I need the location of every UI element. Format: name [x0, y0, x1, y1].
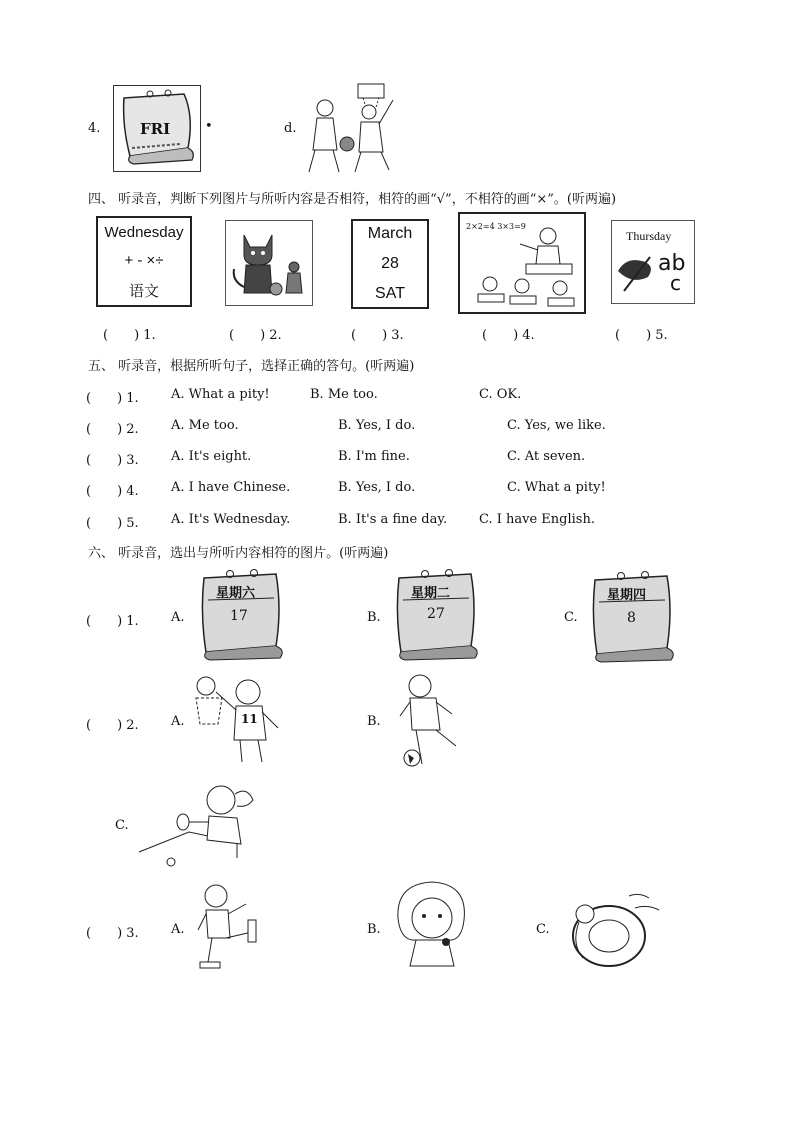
sec5-q3-c: C. At seven.	[507, 449, 586, 464]
calendar-a-date: 17	[230, 608, 248, 624]
soccer-player-picture[interactable]	[396, 672, 468, 768]
sec5-q5-a: A. It's Wednesday.	[171, 512, 291, 527]
jersey-number: 11	[241, 712, 258, 726]
sec5-q4-b: B. Yes, I do.	[338, 480, 416, 495]
sec5-q1-a: A. What a pity!	[171, 387, 270, 402]
cat-icon	[226, 221, 312, 305]
basketball-player-picture[interactable]	[192, 672, 288, 767]
sec5-q3-b: B. I'm fine.	[338, 449, 410, 464]
bullet-dot: •	[205, 119, 213, 134]
ping-pong-player-picture[interactable]	[137, 778, 265, 870]
calendar-b-day: 星期二	[411, 586, 451, 601]
item-4-label: 4.	[88, 121, 101, 136]
sec6-q2-b-label[interactable]: B.	[367, 714, 381, 729]
sec4-answer-5[interactable]: ( ) 5.	[615, 328, 668, 343]
sec5-q2-b: B. Yes, I do.	[338, 418, 416, 433]
card-thursday-ab: ab	[658, 251, 686, 276]
section-4-title: 四、 听录音，判断下列图片与所听内容是否相符，相符的画“√”，不相符的画“×”。(听两遍)	[88, 192, 617, 207]
section-5-title: 五、 听录音，根据所听句子，选择正确的答句。(听两遍)	[88, 359, 415, 374]
card-wednesday-line1: Wednesday	[104, 224, 184, 241]
sec6-q1-b-label[interactable]: B.	[367, 610, 381, 625]
sec5-q4-a: A. I have Chinese.	[171, 480, 291, 495]
classroom-icon	[460, 214, 584, 312]
sec4-answer-3[interactable]: ( ) 3.	[351, 328, 404, 343]
sec5-q1-num[interactable]: ( ) 1.	[86, 391, 139, 406]
sec4-answer-2[interactable]: ( ) 2.	[229, 328, 282, 343]
sec5-q4-c: C. What a pity!	[507, 480, 606, 495]
card-wednesday-line2: + - ×÷	[124, 252, 164, 269]
sec6-q1-c-label[interactable]: C.	[564, 610, 578, 625]
calendar-c-date: 8	[627, 610, 636, 626]
calendar-thursday-8[interactable]	[587, 570, 677, 664]
sec4-answer-1[interactable]: ( ) 1.	[103, 328, 156, 343]
card-thursday	[611, 220, 695, 304]
sec6-q3-b-label[interactable]: B.	[367, 922, 381, 937]
sec5-q2-a: A. Me too.	[171, 418, 239, 433]
card-wednesday	[96, 216, 192, 307]
sec5-q4-num[interactable]: ( ) 4.	[86, 484, 139, 499]
sec5-q1-c: C. OK.	[479, 387, 522, 402]
card-march	[351, 219, 429, 309]
sec6-q2-c-label[interactable]: C.	[115, 818, 129, 833]
calendar-saturday-17[interactable]	[196, 568, 286, 662]
card-wednesday-line3: 语文	[128, 283, 159, 300]
basketball-players-picture	[303, 80, 398, 175]
roller-skater-picture[interactable]	[196, 882, 276, 974]
sec5-q2-c: C. Yes, we like.	[507, 418, 606, 433]
sec5-q3-a: A. It's eight.	[171, 449, 252, 464]
basketball-icon	[192, 672, 288, 767]
swimmer-picture[interactable]	[565, 884, 669, 974]
sec6-q3-num[interactable]: ( ) 3.	[86, 926, 139, 941]
card-march-line2: 28	[381, 255, 399, 272]
sec5-q1-b: B. Me too.	[310, 387, 378, 402]
section-6-title: 六、 听录音，选出与所听内容相符的图片。(听两遍)	[88, 546, 389, 561]
calendar-tuesday-27[interactable]	[391, 568, 481, 662]
sec6-q3-a-label[interactable]: A.	[171, 922, 185, 937]
card-march-line3: SAT	[375, 285, 405, 302]
singing-girl-picture[interactable]	[392, 878, 472, 974]
sec5-q5-c: C. I have English.	[479, 512, 595, 527]
sec6-q2-a-label[interactable]: A.	[171, 714, 185, 729]
sec6-q3-c-label[interactable]: C.	[536, 922, 550, 937]
sec5-q2-num[interactable]: ( ) 2.	[86, 422, 139, 437]
card-thursday-c: c	[670, 271, 681, 295]
sec6-q1-a-label[interactable]: A.	[171, 610, 185, 625]
sec5-q5-num[interactable]: ( ) 5.	[86, 516, 139, 531]
calendar-c-day: 星期四	[607, 588, 647, 603]
sec4-answer-4[interactable]: ( ) 4.	[482, 328, 535, 343]
item-d-label: d.	[284, 121, 297, 136]
sec5-q3-num[interactable]: ( ) 3.	[86, 453, 139, 468]
sec5-q5-b: B. It's a fine day.	[338, 512, 448, 527]
calendar-a-day: 星期六	[216, 586, 256, 601]
sec6-q1-num[interactable]: ( ) 1.	[86, 614, 139, 629]
calendar-fri-picture	[113, 85, 201, 172]
card-cat-mouse	[225, 220, 313, 306]
card-march-line1: March	[367, 225, 413, 242]
card-thursday-title: Thursday	[626, 229, 672, 243]
sec6-q2-num[interactable]: ( ) 2.	[86, 718, 139, 733]
card-classroom-board: 2×2=4 3×3=9	[466, 222, 526, 231]
card-classroom	[458, 212, 586, 314]
calendar-b-date: 27	[427, 606, 445, 622]
calendar-fri-text: FRI	[140, 120, 171, 138]
